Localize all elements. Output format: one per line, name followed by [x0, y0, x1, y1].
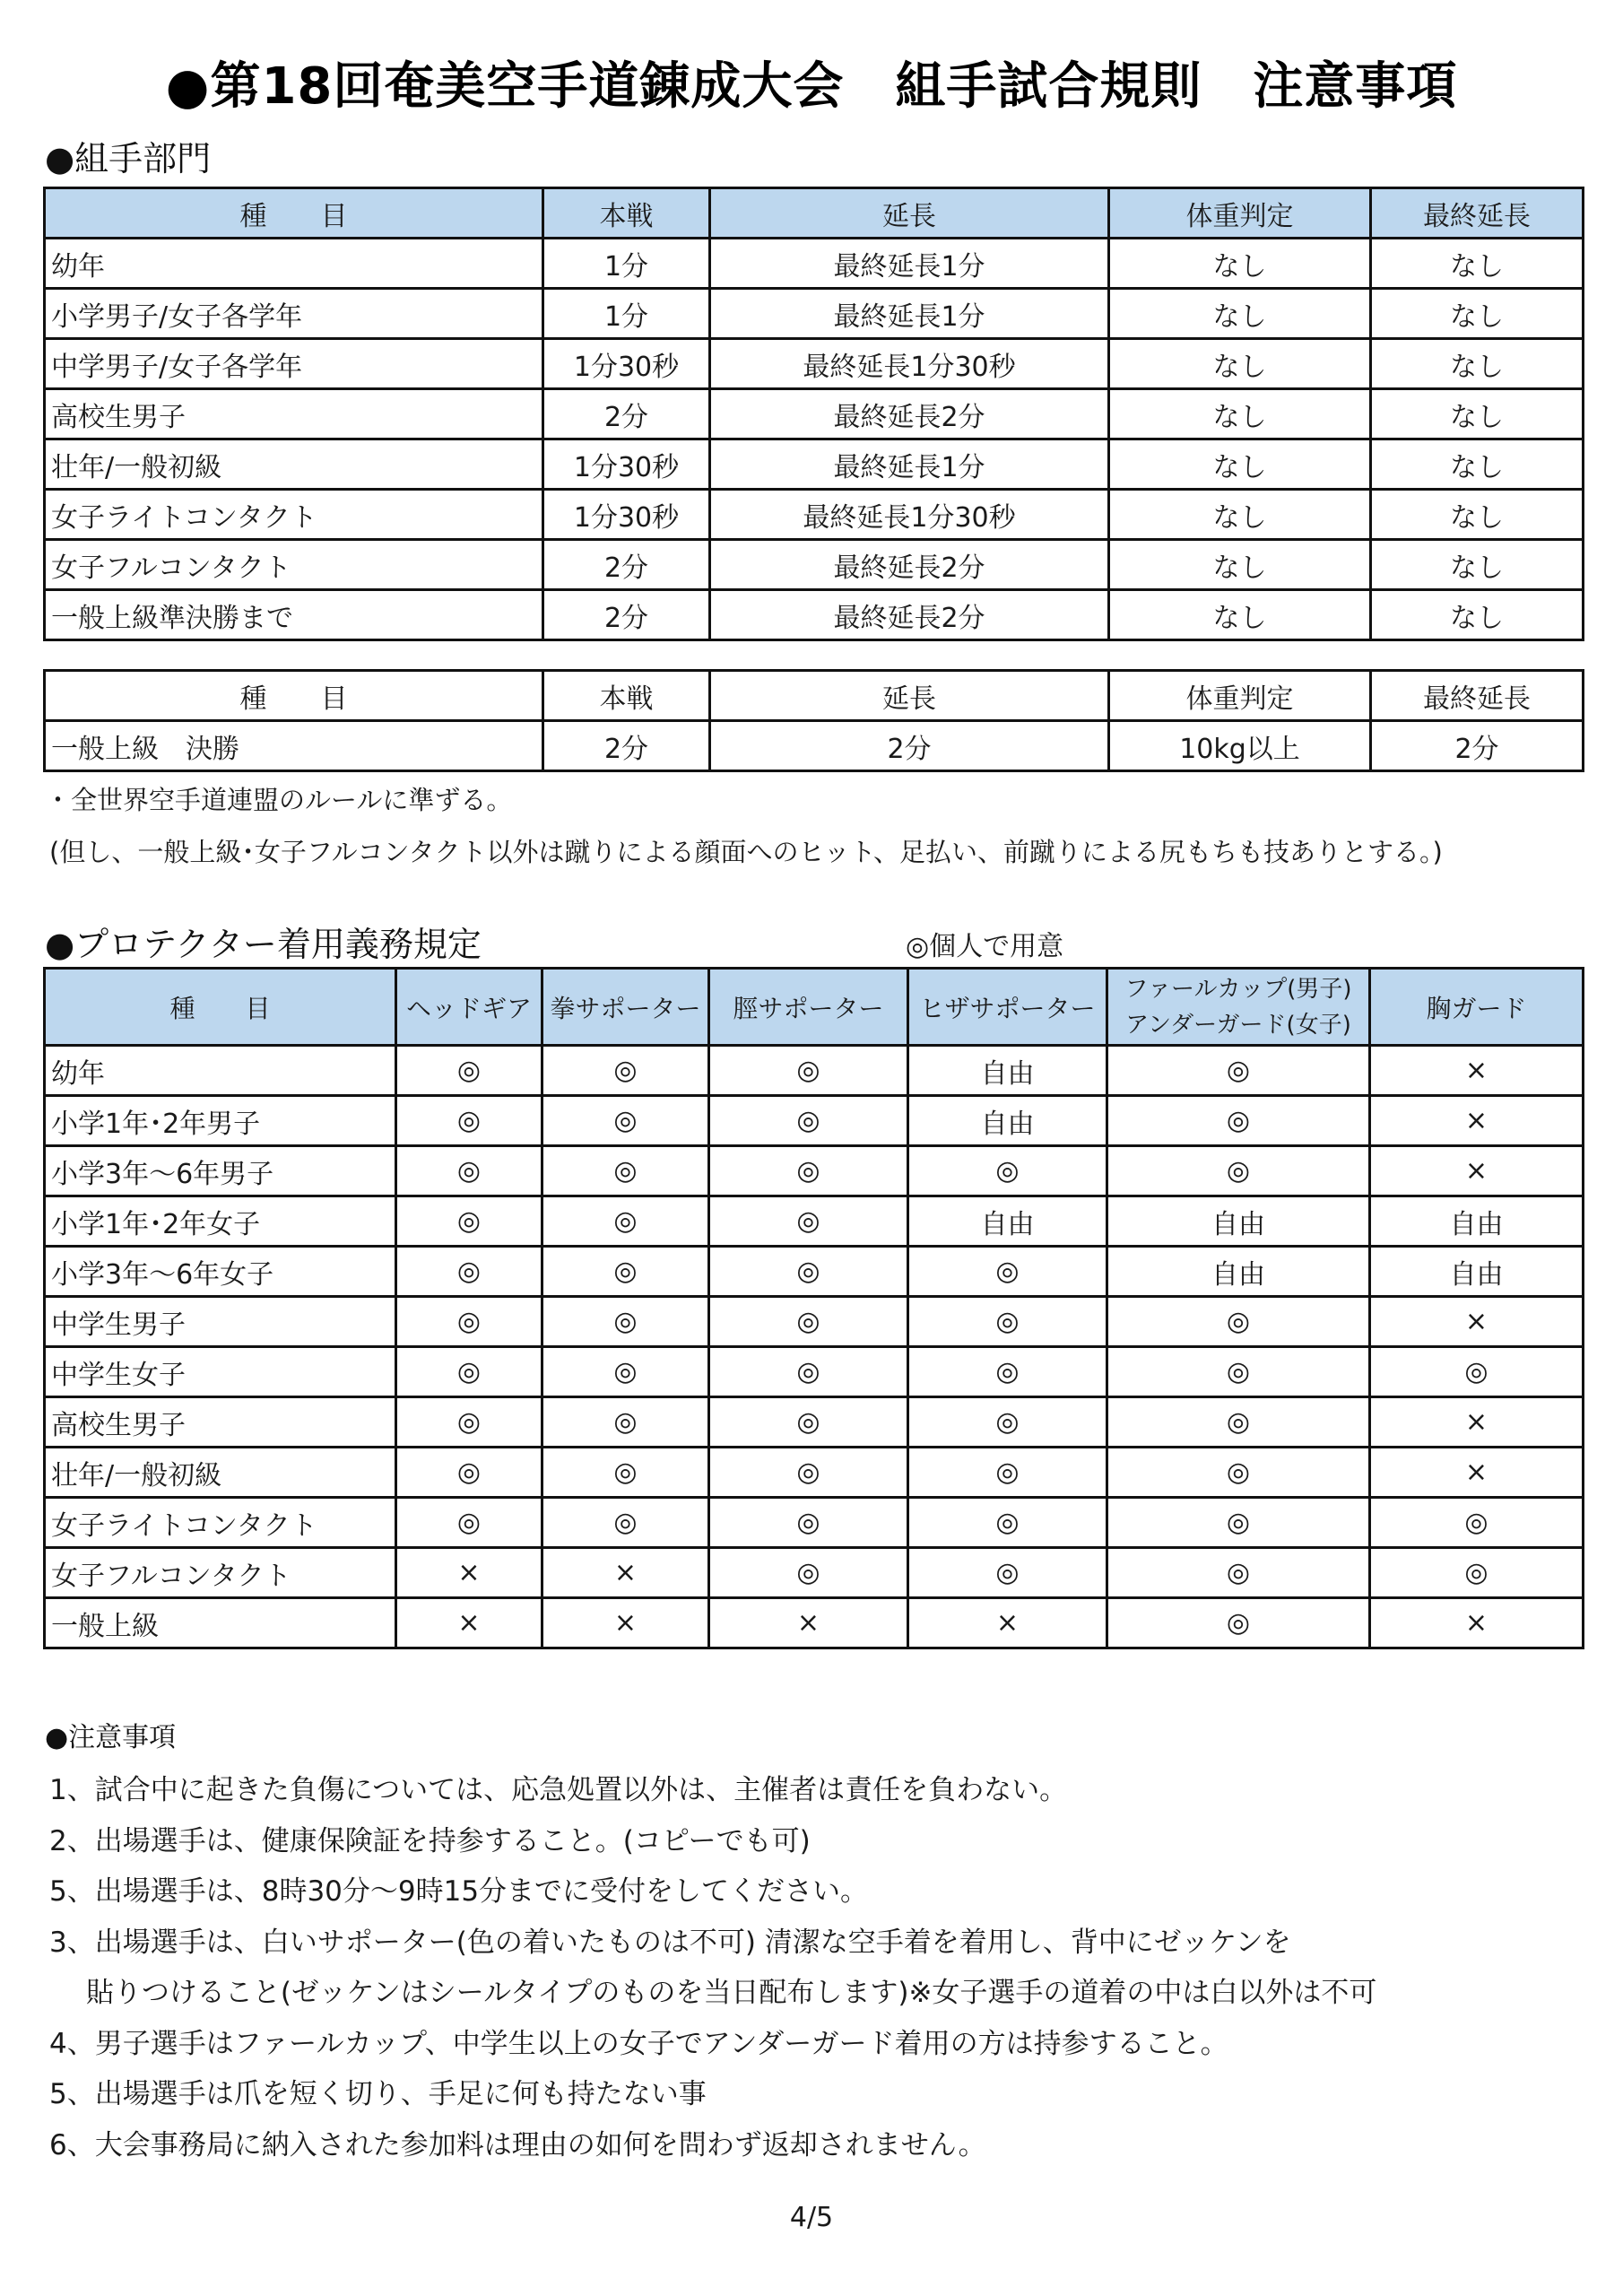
- column-header-category: 種 目: [45, 969, 396, 1046]
- cell-weight-decision: なし: [1109, 389, 1371, 439]
- cell-knee-supporter: 自由: [908, 1046, 1107, 1096]
- cell-category: 女子ライトコンタクト: [45, 1498, 396, 1548]
- cell-main-bout: 2分: [543, 540, 710, 590]
- cell-chest-guard: ◎: [1370, 1498, 1584, 1548]
- cell-fist-supporter: ◎: [542, 1397, 709, 1448]
- cell-chest-guard: 自由: [1370, 1247, 1584, 1297]
- cell-category: 一般上級準決勝まで: [45, 590, 543, 640]
- table-row: [45, 1498, 1584, 1548]
- cell-chest-guard: ×: [1370, 1146, 1584, 1196]
- table-row: [45, 439, 1584, 490]
- cell-category: 女子フルコンタクト: [45, 1548, 396, 1598]
- cell-weight-decision: なし: [1109, 339, 1371, 389]
- column-header-weight-decision: 体重判定: [1109, 188, 1371, 239]
- cell-category: 高校生男子: [45, 1397, 396, 1448]
- cell-cup-guard: ◎: [1107, 1096, 1370, 1146]
- cell-fist-supporter: ◎: [542, 1448, 709, 1498]
- notice-item: 5、出場選手は爪を短く切り、手足に何も持たない事: [49, 2078, 707, 2110]
- cell-category: 小学男子/女子各学年: [45, 289, 543, 339]
- cell-cup-guard: ◎: [1107, 1548, 1370, 1598]
- cell-cup-guard: ◎: [1107, 1498, 1370, 1548]
- table-row: [45, 490, 1584, 540]
- cell-cup-guard: ◎: [1107, 1046, 1370, 1096]
- page-number: 4/5: [789, 2202, 834, 2233]
- table-row: [45, 239, 1584, 289]
- cell-weight-decision: なし: [1109, 439, 1371, 490]
- table-row: [45, 389, 1584, 439]
- cell-chest-guard: ◎: [1370, 1548, 1584, 1598]
- cell-final-extension: なし: [1371, 540, 1584, 590]
- cell-headgear: ×: [396, 1598, 542, 1648]
- cell-headgear: ◎: [396, 1347, 542, 1397]
- cell-main-bout: 1分30秒: [543, 439, 710, 490]
- cell-knee-supporter: ◎: [908, 1146, 1107, 1196]
- column-header-shin-supporter: 脛サポーター: [709, 969, 908, 1046]
- column-header-final-extension: 最終延長: [1371, 188, 1584, 239]
- table-row: [45, 1297, 1584, 1347]
- table-row: [45, 1397, 1584, 1448]
- cell-main-bout: 2分: [543, 590, 710, 640]
- cell-knee-supporter: ◎: [908, 1347, 1107, 1397]
- cell-knee-supporter: ◎: [908, 1448, 1107, 1498]
- cell-extension: 最終延長1分30秒: [710, 339, 1109, 389]
- table-row: [45, 289, 1584, 339]
- table-row: [45, 721, 1584, 771]
- cell-weight-decision: なし: [1109, 239, 1371, 289]
- protector-table: [43, 967, 1584, 1649]
- cell-extension: 最終延長2分: [710, 389, 1109, 439]
- table-row: [45, 1598, 1584, 1648]
- cell-shin-supporter: ◎: [709, 1096, 908, 1146]
- cell-knee-supporter: ◎: [908, 1297, 1107, 1347]
- table-row: [45, 590, 1584, 640]
- notice-item: 5、出場選手は、8時30分～9時15分までに受付をしてください。: [49, 1875, 869, 1908]
- table-row: [45, 1548, 1584, 1598]
- table-row: [45, 1347, 1584, 1397]
- cell-headgear: ◎: [396, 1096, 542, 1146]
- cell-knee-supporter: 自由: [908, 1196, 1107, 1247]
- cell-headgear: ◎: [396, 1498, 542, 1548]
- cell-main-bout: 1分30秒: [543, 490, 710, 540]
- table-header-row: [45, 969, 1584, 1046]
- table-row: [45, 1146, 1584, 1196]
- cell-weight-decision: なし: [1109, 289, 1371, 339]
- cell-fist-supporter: ◎: [542, 1498, 709, 1548]
- cell-knee-supporter: ◎: [908, 1247, 1107, 1297]
- cell-category: 一般上級: [45, 1598, 396, 1648]
- column-header-extension: 延長: [710, 188, 1109, 239]
- cell-weight-decision: 10kg以上: [1109, 721, 1371, 771]
- cell-final-extension: 2分: [1371, 721, 1584, 771]
- cell-final-extension: なし: [1371, 439, 1584, 490]
- cell-category: 小学3年～6年男子: [45, 1146, 396, 1196]
- cell-category: 女子フルコンタクト: [45, 540, 543, 590]
- cell-fist-supporter: ◎: [542, 1046, 709, 1096]
- cell-extension: 最終延長2分: [710, 590, 1109, 640]
- cell-fist-supporter: ×: [542, 1598, 709, 1648]
- cell-category: 小学1年･2年女子: [45, 1196, 396, 1247]
- cell-chest-guard: ×: [1370, 1096, 1584, 1146]
- cell-category: 一般上級 決勝: [45, 721, 543, 771]
- cell-extension: 最終延長2分: [710, 540, 1109, 590]
- column-header-category: 種 目: [45, 188, 543, 239]
- column-header-main-bout: 本戦: [543, 671, 710, 721]
- cell-cup-guard: ◎: [1107, 1146, 1370, 1196]
- column-header-extension: 延長: [710, 671, 1109, 721]
- cell-headgear: ◎: [396, 1146, 542, 1196]
- cell-shin-supporter: ◎: [709, 1297, 908, 1347]
- cell-knee-supporter: ×: [908, 1598, 1107, 1648]
- notice-item: 貼りつけること(ゼッケンはシールタイプのものを当日配布します)※女子選手の道着の中は白以外は不可: [49, 1977, 1377, 2009]
- cell-chest-guard: ×: [1370, 1448, 1584, 1498]
- cell-headgear: ◎: [396, 1297, 542, 1347]
- rule-note-wkf: ・全世界空手道連盟のルールに準ずる。: [45, 785, 513, 815]
- cell-fist-supporter: ◎: [542, 1146, 709, 1196]
- cell-cup-guard: ◎: [1107, 1297, 1370, 1347]
- final-rules-table: [43, 669, 1584, 772]
- cell-cup-guard: ◎: [1107, 1598, 1370, 1648]
- notices-heading: ●注意事項: [45, 1722, 177, 1753]
- cell-shin-supporter: ◎: [709, 1548, 908, 1598]
- cell-cup-guard: ◎: [1107, 1397, 1370, 1448]
- column-header-category: 種 目: [45, 671, 543, 721]
- cell-main-bout: 2分: [543, 721, 710, 771]
- cell-fist-supporter: ◎: [542, 1096, 709, 1146]
- cell-shin-supporter: ◎: [709, 1347, 908, 1397]
- cell-main-bout: 2分: [543, 389, 710, 439]
- cell-category: 小学3年～6年女子: [45, 1247, 396, 1297]
- table-row: [45, 1096, 1584, 1146]
- cell-shin-supporter: ◎: [709, 1397, 908, 1448]
- cell-headgear: ◎: [396, 1448, 542, 1498]
- cell-shin-supporter: ◎: [709, 1448, 908, 1498]
- notice-item: 3、出場選手は、白いサポーター(色の着いたものは不可) 清潔な空手着を着用し、背中にゼッケンを: [49, 1926, 1291, 1959]
- cell-chest-guard: 自由: [1370, 1196, 1584, 1247]
- table-header-row: [45, 188, 1584, 239]
- table-row: [45, 540, 1584, 590]
- document-title: ●第18回奄美空手道錬成大会 組手試合規則 注意事項: [165, 57, 1458, 116]
- table-row: [45, 1247, 1584, 1297]
- cell-fist-supporter: ◎: [542, 1297, 709, 1347]
- column-header-chest-guard: 胸ガード: [1370, 969, 1584, 1046]
- table-header-row: [45, 671, 1584, 721]
- cell-category: 女子ライトコンタクト: [45, 490, 543, 540]
- column-header-cup-line2: アンダーガード(女子): [1125, 1011, 1351, 1039]
- cell-shin-supporter: ◎: [709, 1046, 908, 1096]
- table-row: [45, 1196, 1584, 1247]
- cell-category: 幼年: [45, 239, 543, 289]
- cell-knee-supporter: ◎: [908, 1498, 1107, 1548]
- cell-final-extension: なし: [1371, 239, 1584, 289]
- cell-headgear: ◎: [396, 1196, 542, 1247]
- cell-chest-guard: ×: [1370, 1397, 1584, 1448]
- cell-fist-supporter: ◎: [542, 1347, 709, 1397]
- cell-final-extension: なし: [1371, 590, 1584, 640]
- kumite-rules-table: [43, 187, 1584, 641]
- cell-category: 高校生男子: [45, 389, 543, 439]
- column-header-main-bout: 本戦: [543, 188, 710, 239]
- table-row: [45, 1046, 1584, 1096]
- cell-chest-guard: ×: [1370, 1046, 1584, 1096]
- cell-extension: 最終延長1分: [710, 439, 1109, 490]
- cell-final-extension: なし: [1371, 289, 1584, 339]
- cell-cup-guard: ◎: [1107, 1448, 1370, 1498]
- cell-category: 幼年: [45, 1046, 396, 1096]
- column-header-knee-supporter: ヒザサポーター: [908, 969, 1107, 1046]
- cell-fist-supporter: ×: [542, 1548, 709, 1598]
- cell-shin-supporter: ◎: [709, 1498, 908, 1548]
- column-header-cup-line1: ファールカップ(男子): [1124, 975, 1352, 1003]
- cell-shin-supporter: ×: [709, 1598, 908, 1648]
- column-header-cup-guard: [1107, 969, 1370, 1046]
- cell-category: 中学男子/女子各学年: [45, 339, 543, 389]
- cell-cup-guard: 自由: [1107, 1247, 1370, 1297]
- column-header-headgear: ヘッドギア: [396, 969, 542, 1046]
- cell-knee-supporter: ◎: [908, 1548, 1107, 1598]
- cell-extension: 最終延長1分: [710, 289, 1109, 339]
- protector-legend: ◎個人で用意: [906, 931, 1064, 962]
- cell-headgear: ◎: [396, 1397, 542, 1448]
- column-header-fist-supporter: 拳サポーター: [542, 969, 709, 1046]
- cell-final-extension: なし: [1371, 490, 1584, 540]
- column-header-weight-decision: 体重判定: [1109, 671, 1371, 721]
- protector-section-heading: ●プロテクター着用義務規定: [45, 925, 482, 964]
- cell-final-extension: なし: [1371, 389, 1584, 439]
- cell-chest-guard: ×: [1370, 1297, 1584, 1347]
- cell-cup-guard: ◎: [1107, 1347, 1370, 1397]
- cell-main-bout: 1分: [543, 239, 710, 289]
- cell-category: 壮年/一般初級: [45, 439, 543, 490]
- cell-headgear: ×: [396, 1548, 542, 1598]
- cell-weight-decision: なし: [1109, 590, 1371, 640]
- cell-weight-decision: なし: [1109, 540, 1371, 590]
- cell-extension: 最終延長1分30秒: [710, 490, 1109, 540]
- cell-fist-supporter: ◎: [542, 1247, 709, 1297]
- cell-headgear: ◎: [396, 1046, 542, 1096]
- cell-weight-decision: なし: [1109, 490, 1371, 540]
- table-row: [45, 1448, 1584, 1498]
- cell-category: 中学生女子: [45, 1347, 396, 1397]
- cell-knee-supporter: 自由: [908, 1096, 1107, 1146]
- notice-item: 6、大会事務局に納入された参加料は理由の如何を問わず返却されません。: [49, 2129, 986, 2161]
- cell-cup-guard: 自由: [1107, 1196, 1370, 1247]
- cell-shin-supporter: ◎: [709, 1247, 908, 1297]
- table-row: [45, 339, 1584, 389]
- kumite-section-heading: ●組手部門: [45, 139, 212, 178]
- cell-category: 中学生男子: [45, 1297, 396, 1347]
- rule-note-exception: (但し、一般上級･女子フルコンタクト以外は蹴りによる顔面へのヒット、足払い、前蹴りによる尻もちも技ありとする。): [49, 837, 1443, 867]
- cell-main-bout: 1分: [543, 289, 710, 339]
- cell-knee-supporter: ◎: [908, 1397, 1107, 1448]
- cell-category: 小学1年･2年男子: [45, 1096, 396, 1146]
- cell-headgear: ◎: [396, 1247, 542, 1297]
- cell-chest-guard: ×: [1370, 1598, 1584, 1648]
- cell-category: 壮年/一般初級: [45, 1448, 396, 1498]
- notice-item: 2、出場選手は、健康保険証を持参すること。(コピーでも可): [49, 1825, 811, 1857]
- column-header-final-extension: 最終延長: [1371, 671, 1584, 721]
- cell-shin-supporter: ◎: [709, 1196, 908, 1247]
- cell-fist-supporter: ◎: [542, 1196, 709, 1247]
- cell-shin-supporter: ◎: [709, 1146, 908, 1196]
- cell-main-bout: 1分30秒: [543, 339, 710, 389]
- cell-final-extension: なし: [1371, 339, 1584, 389]
- cell-extension: 最終延長1分: [710, 239, 1109, 289]
- cell-extension: 2分: [710, 721, 1109, 771]
- notice-item: 4、男子選手はファールカップ、中学生以上の女子でアンダーガード着用の方は持参すること。: [49, 2028, 1228, 2060]
- notice-item: 1、試合中に起きた負傷については、応急処置以外は、主催者は責任を負わない。: [49, 1774, 1068, 1806]
- cell-chest-guard: ◎: [1370, 1347, 1584, 1397]
